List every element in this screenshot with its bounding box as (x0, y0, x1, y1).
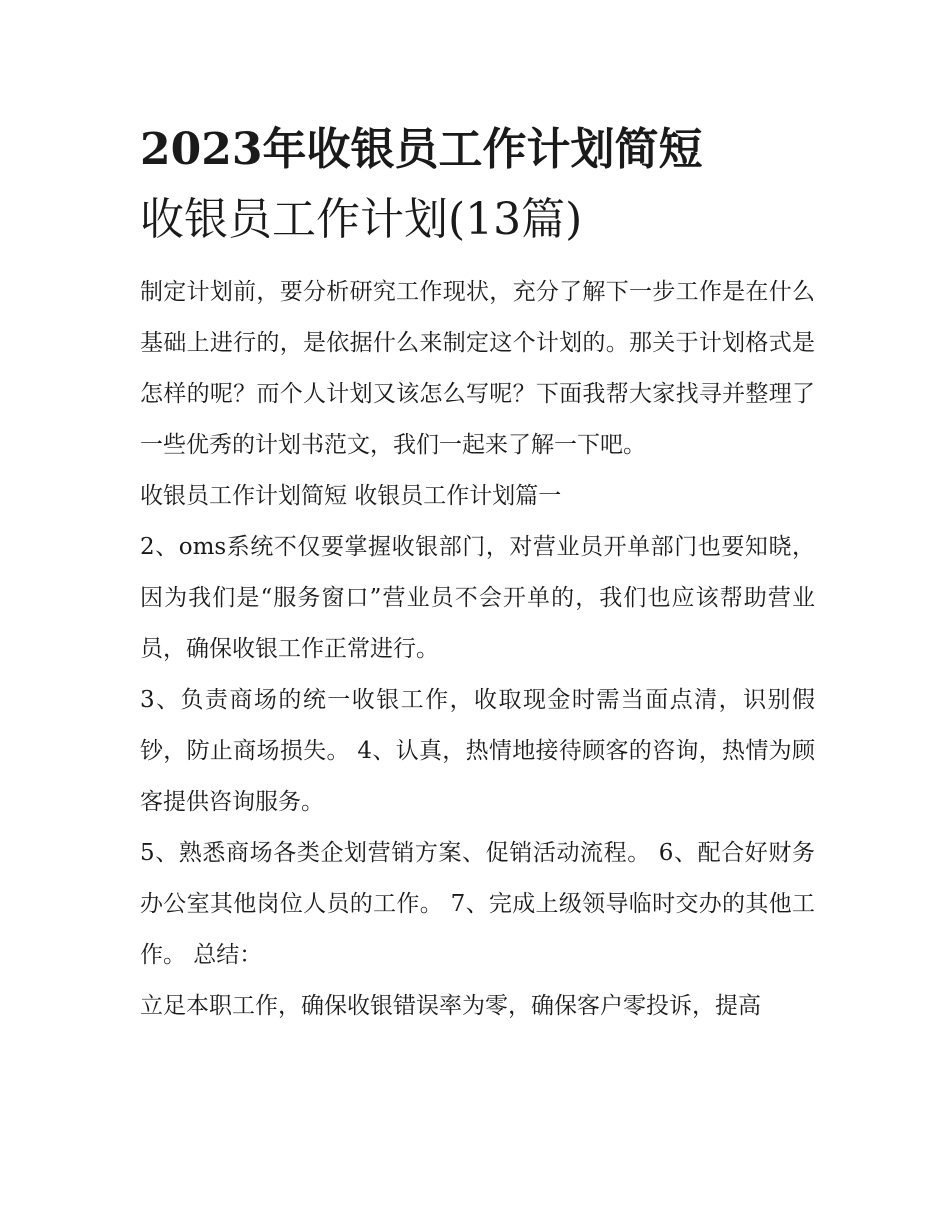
paragraph-item-5-7: 5、熟悉商场各类企划营销方案、促销活动流程。 6、配合好财务办公室其他岗位人员的工作。 7、完成上级领导临时交办的其他工作。 总结： (140, 840, 815, 968)
section-heading: 收银员工作计划简短 收银员工作计划篇一 (140, 483, 562, 509)
document-title (140, 115, 815, 255)
paragraph-item-2: 2、oms系统不仅要掌握收银部门，对营业员开单部门也要知晓，因为我们是“服务窗口”营业员不会开单的，我们也应该帮助营业员，确保收银工作正常进行。 (140, 534, 815, 662)
title-line-1: 2023年收银员工作计划简短 (140, 124, 703, 175)
title-line-2: 收银员工作计划(13篇) (140, 194, 583, 245)
paragraph-summary: 立足本职工作，确保收银错误率为零，确保客户零投诉，提高 (140, 993, 761, 1019)
intro-paragraph: 制定计划前，要分析研究工作现状，充分了解下一步工作是在什么基础上进行的，是依据什么来制定这个计划的。那关于计划格式是怎样的呢？而个人计划又该怎么写呢？下面我帮大家找寻并整理了一些优秀的计划书范文，我们一起来了解一下吧。 (140, 279, 815, 458)
document-page (140, 115, 815, 1032)
paragraph-item-3-4: 3、负责商场的统一收银工作，收取现金时需当面点清，识别假钞，防止商场损失。 4、认真，热情地接待顾客的咨询，热情为顾客提供咨询服务。 (140, 687, 815, 815)
